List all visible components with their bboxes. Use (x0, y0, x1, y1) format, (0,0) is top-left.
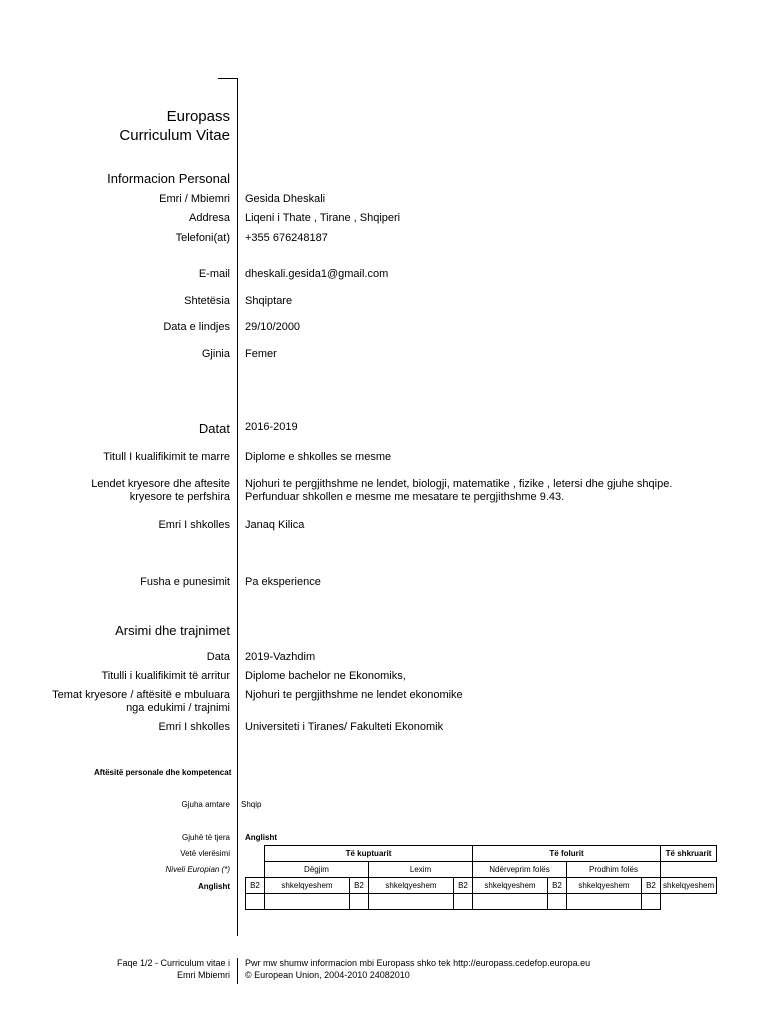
school-value: Janaq Kilica (245, 519, 305, 531)
nationality-label: Shtetësia (184, 295, 230, 307)
footer-page-info: Faqe 1/2 - Curriculum vitae i (116, 958, 230, 968)
group-writing: Të shkruarit (661, 846, 717, 862)
edu-school-value: Universiteti i Tiranes/ Fakulteti Ekonomik (245, 721, 444, 733)
empty-cell (246, 894, 265, 910)
subjects-label-line2: kryesore te perfshira (129, 491, 230, 503)
footer-europass-link[interactable]: Pwr mw shumw informacion mbi Europass shko tek http://europass.cedefop.europa.eu (245, 958, 591, 968)
section-datat-title: Datat (198, 421, 230, 436)
datat-date-value: 2016-2019 (245, 421, 298, 433)
subhead-listening: Dëgjim (265, 862, 369, 878)
empty-cell (548, 894, 567, 910)
mother-tongue-label: Gjuha amtare (181, 800, 230, 809)
mother-tongue-value: Shqip (241, 800, 262, 809)
level-code: B2 (350, 878, 369, 894)
footer-divider (237, 958, 238, 984)
qualification-value: Diplome e shkolles se mesme (245, 451, 392, 463)
edu-topics-label-line1: Temat kryesore / aftësitë e mbuluara (52, 689, 230, 701)
edu-title-value: Diplome bachelor ne Ekonomiks, (245, 670, 406, 682)
section-personal-title: Informacion Personal (107, 171, 230, 186)
field-label: Fusha e punesimit (140, 576, 230, 588)
edu-school-label: Emri I shkolles (158, 721, 230, 733)
empty-cell (350, 894, 369, 910)
empty-cell (265, 894, 350, 910)
level-code: B2 (454, 878, 473, 894)
gender-label: Gjinia (201, 348, 230, 360)
column-divider (237, 78, 238, 936)
level-desc: shkelqyeshem (369, 878, 454, 894)
edu-date-value: 2019-Vazhdim (245, 651, 316, 663)
group-speaking: Të folurit (473, 846, 661, 862)
phone-value: +355 676248187 (245, 232, 328, 244)
level-code: B2 (246, 878, 265, 894)
cv-brand: Europass (166, 108, 230, 125)
subhead-reading: Lexim (369, 862, 473, 878)
footer-name: Emri Mbiemri (177, 970, 230, 980)
edu-date-label: Data (206, 651, 230, 663)
subhead-production: Prodhim folës (567, 862, 661, 878)
edu-title-label: Titulli i kualifikimit të arritur (101, 670, 230, 682)
section-education-title: Arsimi dhe trajnimet (115, 623, 230, 638)
european-level-label: Niveli Europian (*) (165, 865, 230, 874)
address-label: Addresa (189, 212, 230, 224)
nationality-value: Shqiptare (245, 295, 293, 307)
language-table (245, 845, 717, 910)
section-skills-title: Aftësitë personale dhe kompetencat (94, 768, 232, 777)
footer-copyright: © European Union, 2004-2010 24082010 (245, 970, 410, 980)
subjects-value-line1: Njohuri te pergjithshme ne lendet, biologji, matematike , fizike , letersi dhe gjuhe shqipe. (245, 478, 673, 490)
other-languages-label: Gjuhë të tjera (181, 833, 230, 842)
empty-cell (567, 894, 642, 910)
phone-label: Telefoni(at) (175, 232, 230, 244)
address-value: Liqeni i Thate , Tirane , Shqiperi (245, 212, 401, 224)
level-code: B2 (642, 878, 661, 894)
gender-value: Femer (245, 348, 277, 360)
email-value: dheskali.gesida1@gmail.com (245, 268, 389, 280)
name-label: Emri / Mbiemri (159, 193, 230, 205)
other-languages-value: Anglisht (245, 833, 277, 842)
self-assessment-label: Vetë vlerësimi (180, 849, 230, 858)
group-understanding: Të kuptuarit (265, 846, 473, 862)
school-label: Emri I shkolles (158, 519, 230, 531)
email-label: E-mail (198, 268, 230, 280)
level-desc: shkelqyeshem (567, 878, 642, 894)
subjects-label-line1: Lendet kryesore dhe aftesite (91, 478, 230, 490)
name-value: Gesida Dheskali (245, 193, 326, 205)
level-desc: shkelqyeshem (265, 878, 350, 894)
edu-topics-value: Njohuri te pergjithshme ne lendet ekonomike (245, 689, 463, 701)
birthdate-label: Data e lindjes (163, 321, 230, 333)
level-desc: shkelqyeshem (473, 878, 548, 894)
subjects-value-line2: Perfunduar shkollen e mesme me mesatare te pergjithshme 9.43. (245, 491, 565, 503)
empty-cell (642, 894, 661, 910)
subhead-interaction: Ndërveprim folës (473, 862, 567, 878)
level-code: B2 (548, 878, 567, 894)
level-desc: shkelqyeshem (661, 878, 717, 894)
header-tick (218, 78, 238, 79)
empty-cell (369, 894, 454, 910)
birthdate-value: 29/10/2000 (245, 321, 301, 333)
language-row-label: Anglisht (198, 882, 230, 891)
edu-topics-label-line2: nga edukimi / trajnimi (126, 702, 230, 714)
empty-cell (454, 894, 473, 910)
empty-cell (473, 894, 548, 910)
cv-title: Curriculum Vitae (119, 127, 230, 144)
qualification-label: Titull I kualifikimit te marre (103, 451, 230, 463)
field-value: Pa eksperience (245, 576, 321, 588)
